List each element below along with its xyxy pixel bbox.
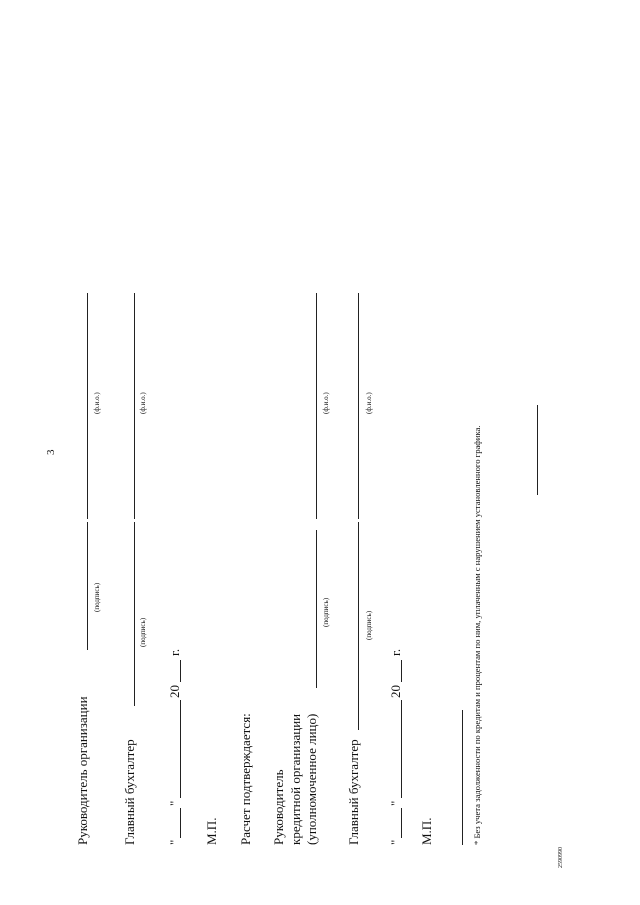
footnote-separator [462,710,463,845]
confirm-accountant-label: Главный бухгалтер [346,739,361,845]
org-accountant-name-caption: (ф.и.о.) [139,392,147,414]
page-number: 3 [45,449,57,455]
confirm-head-label-1: Руководитель [271,769,286,845]
org-date-year-line [180,660,181,682]
org-head-name-caption: (ф.и.о.) [93,392,101,414]
confirmation-title: Расчет подтверждается: [238,713,253,845]
footnote: * Без учета задолженности по кредитам и процентам по ним, уплаченным с нарушением установленного графика. [472,425,482,845]
confirm-accountant-name-caption: (ф.и.о.) [365,392,373,414]
confirm-date-year-prefix: 20 [388,685,403,698]
org-date-year-suffix: г. [167,648,182,656]
org-date-day-line [180,808,181,838]
divider-line [537,405,538,495]
org-seal: М.П. [204,817,219,845]
confirm-accountant-signature-caption: (подпись) [365,610,373,640]
org-head-signature-caption: (подпись) [93,582,101,612]
org-head-label: Руководитель организации [75,696,90,845]
org-date-month-line [180,700,181,798]
confirm-date-year-suffix: г. [388,648,403,656]
confirm-date-year-line [401,660,402,682]
confirm-seal: М.П. [419,817,434,845]
confirm-date-day-line [401,808,402,838]
org-date-quote-close: " [167,800,182,806]
org-accountant-signature-caption: (подпись) [139,617,147,647]
org-head-name-line [87,293,88,519]
org-accountant-name-line [134,293,135,519]
confirm-date-month-line [401,700,402,798]
confirm-head-signature-caption: (подпись) [322,597,330,627]
confirm-date-quote-close: " [388,800,403,806]
confirm-head-label-2: кредитной организации [288,713,303,845]
document-code: 2590990 [558,847,564,868]
org-date-quote-open: " [167,839,182,845]
confirm-accountant-name-line [358,293,359,519]
org-date-year-prefix: 20 [167,685,182,698]
confirm-accountant-signature-line [358,522,359,730]
confirm-head-name-caption: (ф.и.о.) [322,392,330,414]
org-accountant-signature-line [134,522,135,706]
confirm-head-name-line [316,293,317,519]
confirm-head-signature-line [316,530,317,688]
org-accountant-label: Главный бухгалтер [122,739,137,845]
org-head-signature-line [87,522,88,650]
confirm-head-label-3: (уполномоченное лицо) [304,713,319,845]
confirm-date-quote-open: " [388,839,403,845]
